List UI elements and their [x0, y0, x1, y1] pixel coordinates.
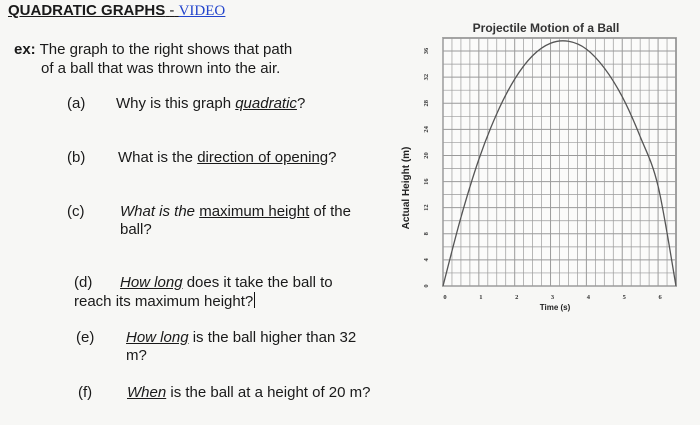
- y-tick-label: 20: [423, 152, 430, 159]
- y-tick-label: 28: [423, 100, 430, 107]
- question-a-pre: Why is this graph: [116, 95, 236, 112]
- question-b-post: ?: [328, 149, 337, 166]
- intro-text: [14, 40, 394, 78]
- title-text: QUADRATIC GRAPHS: [8, 2, 166, 19]
- y-tick-label: 12: [423, 204, 430, 211]
- question-d-post: does it take the ball to: [182, 274, 333, 291]
- y-tick-label: 16: [423, 178, 430, 185]
- question-a-key: quadratic: [235, 95, 297, 112]
- question-d-text-line-2: [74, 292, 255, 311]
- question-e-label: (e): [76, 329, 95, 346]
- question-c-text: [120, 203, 351, 239]
- intro-line-1: The graph to the right shows that path: [39, 41, 293, 58]
- question-a-post: ?: [296, 95, 306, 112]
- y-tick-label: 0: [423, 284, 430, 288]
- question-c-key: maximum height: [199, 203, 310, 220]
- page-title: [8, 2, 225, 20]
- question-e-text: [126, 329, 356, 365]
- x-tick-label: 4: [586, 294, 591, 301]
- question-d-key: How long: [120, 274, 183, 291]
- question-b: [67, 149, 387, 169]
- question-f-text: [127, 384, 370, 402]
- question-d-label: (d): [74, 274, 93, 291]
- y-tick-label: 36: [423, 47, 430, 55]
- question-a: [67, 95, 387, 115]
- y-tick-label: 24: [423, 126, 430, 133]
- question-c-label: (c): [67, 203, 85, 220]
- question-e-post: is the ball higher than 32: [188, 329, 357, 346]
- question-b-pre: What is the: [118, 149, 198, 166]
- question-c-post: of the: [309, 203, 351, 220]
- x-tick-labels: [443, 294, 662, 301]
- x-tick-label: 0: [443, 294, 447, 301]
- question-c-line-2: ball?: [120, 221, 152, 238]
- question-c: [67, 203, 387, 243]
- projectile-chart: [392, 8, 692, 318]
- question-b-label: (b): [67, 149, 86, 166]
- question-f-key: When: [127, 384, 167, 401]
- chart-title: Projectile Motion of a Ball: [472, 21, 620, 35]
- x-tick-label: 3: [550, 294, 555, 301]
- y-axis-label: Actual Height (m): [401, 146, 412, 230]
- y-tick-labels: [423, 47, 430, 288]
- question-c-pre: What is the: [120, 203, 200, 220]
- question-e: [76, 329, 396, 369]
- question-f-post: is the ball at a height of 20 m?: [166, 384, 371, 401]
- question-b-text: [118, 149, 336, 167]
- question-a-text: [116, 95, 305, 113]
- text-cursor: [254, 292, 255, 308]
- x-tick-label: 1: [479, 294, 483, 301]
- x-tick-label: 5: [622, 294, 626, 301]
- y-tick-label: 8: [423, 232, 430, 236]
- x-tick-label: 6: [658, 294, 662, 301]
- question-d-text-line-1: [120, 274, 333, 292]
- y-tick-label: 32: [423, 73, 430, 81]
- question-a-label: (a): [67, 95, 86, 112]
- question-f-label: (f): [78, 384, 93, 401]
- title-separator: -: [169, 2, 175, 19]
- y-tick-label: 4: [423, 258, 430, 262]
- intro-line-2: of a ball that was thrown into the air.: [41, 60, 281, 77]
- question-d: [74, 274, 394, 314]
- question-b-key: direction of opening: [197, 149, 329, 166]
- question-f: [78, 384, 398, 404]
- x-tick-label: 2: [515, 294, 519, 301]
- x-axis-label: Time (s): [539, 303, 571, 312]
- question-d-line-2: reach its maximum height?: [74, 293, 254, 310]
- question-e-key: How long: [126, 329, 189, 346]
- video-link[interactable]: VIDEO: [178, 3, 226, 19]
- question-e-line-2: m?: [126, 347, 147, 364]
- example-prefix: ex:: [14, 41, 36, 58]
